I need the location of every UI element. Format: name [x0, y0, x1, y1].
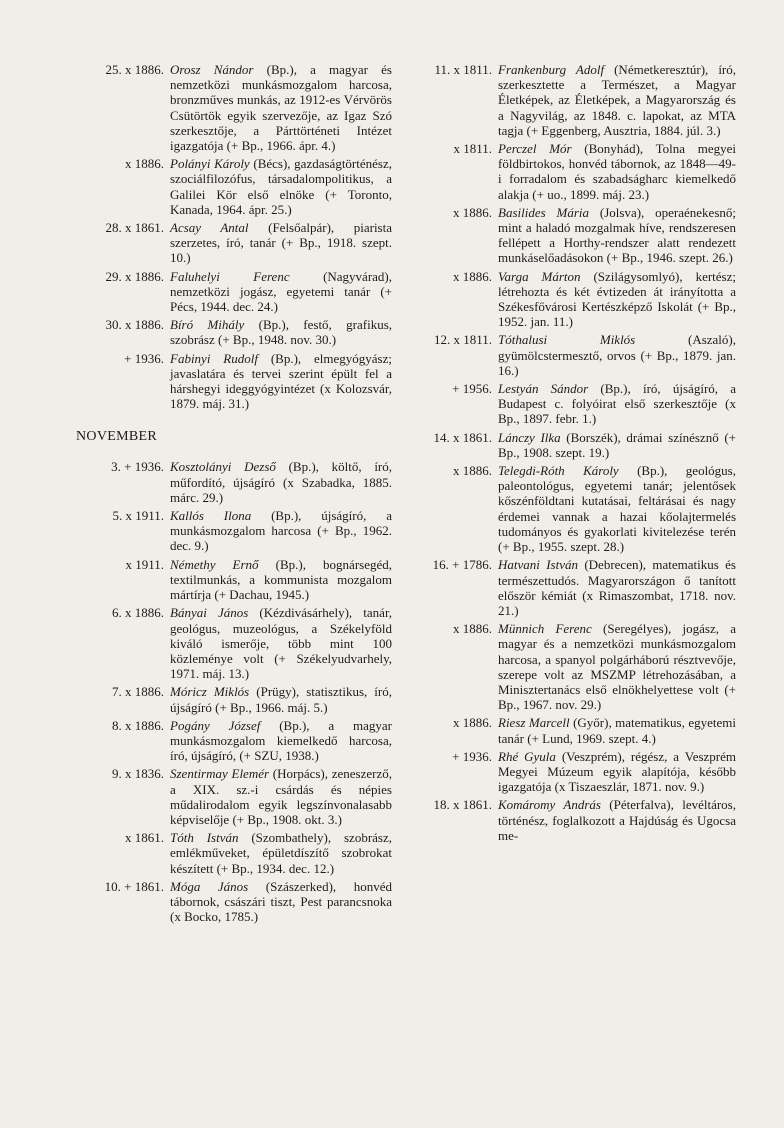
entry-body: [498, 557, 736, 618]
calendar-entry: [60, 269, 392, 315]
entry-date: 3. + 1936.: [111, 459, 164, 475]
calendar-entry: [408, 715, 736, 745]
right-column: [408, 62, 736, 846]
right-entries: [408, 62, 736, 843]
entry-body: [170, 62, 392, 153]
entry-description: (Bp.), költő, író, műfordító, újságíró (x Szabadka, 1885. márc. 29.): [170, 459, 393, 505]
calendar-entry: [408, 430, 736, 460]
calendar-entry: [60, 62, 392, 153]
person-name: Bíró Mihály: [170, 317, 245, 333]
person-name: Basilides Mária: [498, 204, 590, 220]
entry-description: (Bp.), geológus, paleontológus, egyetemi tanár; jelentősek kőszénföldtani kutatásai, feltárásai és nagy érdemei vannak a hazai kőolajtermelés tudományos és gyakorlati kivitelezése terén (+ Bp., 1955. szept. 28.): [498, 463, 736, 555]
person-name: Tóthalusi Miklós: [498, 332, 636, 348]
entry-description: (Péterfalva), levéltáros, történész, foglalkozott a Hajdúság és Ugocsa me-: [498, 797, 736, 843]
entry-description: (Bécs), gazdaságtörténész, szociálfilozófus, társadalompolitikus, a Galilei Kör első elnöke (+ Toronto, Kanada, 1964. ápr. 25.): [170, 156, 392, 217]
entry-description: (Bp.), elmegyógyász; javaslatára és tervei szerint épült fel a hárshegyi ideggyógyintézet (x Kolozsvár, 1879. máj. 31.): [170, 350, 392, 412]
calendar-entry: [60, 220, 392, 266]
entry-description: (Szilágysomlyó), kertész; létrehozta és két évtizeden át irányította a Székesfővárosi Kertészképző Iskolát (+ Bp., 1952. jan. 11.): [498, 268, 736, 330]
entry-body: [498, 381, 736, 427]
entry-description: (Bonyhád), Tolna megyei földbirtokos, honvéd tábornok, az 1848—49-i forradalom és szabadságharc kiemelkedő alakja (+ uo., 1899. máj. 23.): [498, 141, 736, 202]
entry-date: 10. + 1861.: [104, 878, 164, 894]
entry-description: (Bp.), festő, grafikus, szobrász (+ Bp., 1948. nov. 30.): [170, 317, 392, 348]
calendar-entry: [408, 463, 736, 554]
entry-body: [170, 718, 392, 764]
calendar-entry: [408, 797, 736, 843]
entry-description: (Szászerked), honvéd tábornok, császári tiszt, Pest parancsnoka (x Bocko, 1785.): [170, 878, 392, 925]
entry-body: [170, 879, 392, 925]
entry-date: 16. + 1786.: [432, 557, 492, 573]
entry-description: (Győr), matematikus, egyetemi tanár (+ Lund, 1969. szept. 4.): [498, 715, 736, 746]
calendar-entry: [60, 766, 392, 827]
calendar-entry: [60, 351, 392, 412]
entry-description: (Németkeresztúr), író, szerkesztette a Természet, a Magyar Életképek, az Életképek, a Magyarország és a Nagyvilág, az 1848. c. lapokat, az MTA tagja (+ Eggenberg, Ausztria, 1884. júl. 3.): [498, 62, 737, 138]
entry-date: 18. x 1861.: [433, 797, 492, 813]
entry-date: 8. x 1886.: [112, 717, 164, 733]
entry-description: (Horpács), zeneszerző, a XIX. sz.-i csárdás és népies műdalirodalom egyik legszínvonalasabb képviselője (+ Bp., 1908. okt. 3.): [170, 766, 392, 827]
person-name: Lánczy Ilka: [498, 429, 561, 445]
person-name: Kosztolányi Dezső: [170, 459, 276, 475]
calendar-entry: [60, 508, 392, 554]
entry-body: [170, 605, 392, 681]
calendar-entry: [408, 62, 736, 138]
calendar-entry: [60, 879, 392, 925]
person-name: Faluhelyi Ferenc: [170, 268, 290, 284]
person-name: Perczel Mór: [498, 141, 572, 157]
entry-body: [498, 430, 736, 460]
entry-date: x 1861.: [125, 830, 164, 846]
entry-body: [170, 508, 392, 554]
entry-description: (Szombathely), szobrász, emlékműveket, épületdíszítő szobrokat készített (+ Bp., 1934. dec. 12.): [170, 830, 392, 876]
entry-body: [170, 269, 392, 315]
entry-date: x 1886.: [453, 268, 492, 284]
entry-description: (Bp.), bognársegéd, textilmunkás, a kommunista mozgalom mártírja (+ Dachau, 1945.): [170, 556, 392, 603]
entry-date: 7. x 1886.: [112, 684, 164, 700]
entry-description: (Veszprém), régész, a Veszprém Megyei Múzeum egyik alapítója, később igazgatója (x Tiszaeszlár, 1871. nov. 9.): [498, 748, 736, 795]
entry-description: (Debrecen), matematikus és természettudós. Magyarországon ő tanított először kémiát (x Rimaszombat, 1718. nov. 21.): [498, 557, 736, 618]
calendar-entry: [408, 269, 736, 330]
entry-body: [170, 766, 392, 827]
entry-description: (Bp.), a magyar és nemzetközi munkásmozgalom harcosa, bronzműves munkás, az 1912-es Vérvörös Csütörtök egyik szervezője, az Igaz Szó szerkesztője, a Párttörténeti Intézet igazgatója (+ Bp., 1966. ápr. 4.): [170, 62, 392, 154]
calendar-entry: [408, 557, 736, 618]
entry-date: + 1936.: [452, 748, 492, 764]
person-name: Komáromy András: [498, 797, 601, 813]
left-column: [60, 62, 392, 927]
person-name: Lestyán Sándor: [498, 381, 589, 397]
entry-body: [498, 463, 736, 554]
entry-date: 9. x 1836.: [112, 766, 164, 782]
calendar-entry: [408, 749, 736, 795]
entry-date: 12. x 1811.: [433, 332, 492, 348]
entry-description: (Prügy), statisztikus, író, újságíró (+ Bp., 1966. máj. 5.): [170, 684, 392, 715]
entry-description: (Jolsva), operaénekesnő; mint a haladó mozgalmak híve, rendszeresen fellépett a Horthy-rendszer alatt rendezett munkáselőadásokon (+ Bp., 1946. szept. 26.): [498, 204, 736, 266]
entry-description: (Aszaló), gyümölcstermesztő, orvos (+ Bp., 1879. jan. 16.): [498, 332, 736, 378]
calendar-entry: [408, 381, 736, 427]
person-name: Tóth István: [170, 830, 239, 846]
entry-description: (Bp.), újságíró, a munkásmozgalom harcosa (+ Bp., 1962. dec. 9.): [170, 508, 392, 554]
calendar-entry: [408, 621, 736, 712]
entry-body: [498, 749, 736, 795]
person-name: Szentirmay Elemér: [170, 766, 270, 782]
entry-date: x 1811.: [453, 141, 492, 157]
person-name: Némethy Ernő: [170, 556, 259, 572]
person-name: Hatvani István: [498, 557, 578, 573]
person-name: Polányi Károly: [170, 156, 250, 172]
entry-date: 5. x 1911.: [112, 508, 164, 524]
entry-body: [170, 557, 392, 603]
entry-date: + 1956.: [452, 381, 492, 397]
entry-date: 25. x 1886.: [105, 62, 164, 77]
person-name: Acsay Antal: [170, 220, 249, 236]
calendar-entry: [60, 718, 392, 764]
entry-description: (Seregélyes), jogász, a magyar és a nemzetközi munkásmozgalom harcosa, a spanyol polgárháború résztvevője, szerepe volt az MSZMP létrehozásában, a Minisztertanács első elnökhelyettese volt (+ Bp., 1967. nov. 29.): [498, 621, 736, 713]
section-title: NOVEMBER: [76, 429, 157, 445]
person-name: Münnich Ferenc: [498, 621, 592, 637]
calendar-entry: [60, 317, 392, 347]
calendar-entry: [60, 156, 392, 217]
entry-description: (Borszék), drámai színésznő (+ Bp., 1908. szept. 19.): [498, 429, 736, 460]
entry-body: [170, 156, 392, 217]
entry-body: [498, 269, 736, 330]
entry-body: [170, 351, 392, 412]
calendar-entry: [60, 830, 392, 876]
calendar-entry: [60, 459, 392, 505]
person-name: Pogány József: [170, 717, 261, 733]
entry-date: 6. x 1886.: [112, 605, 164, 621]
entry-body: [498, 621, 736, 712]
left-entries-after: [60, 459, 392, 924]
entry-description: (Bp.), a magyar munkásmozgalom kiemelkedő harcosa, író, újságíró, (+ SZU, 1938.): [170, 717, 392, 764]
entry-date: x 1886.: [453, 621, 492, 637]
calendar-entry: [60, 557, 392, 603]
calendar-entry: [60, 684, 392, 714]
entry-body: [170, 830, 392, 876]
person-name: Kallós Ilona: [170, 508, 252, 524]
entry-date: 29. x 1886.: [105, 268, 164, 284]
entry-date: x 1886.: [453, 463, 492, 479]
calendar-entry: [408, 332, 736, 378]
left-entries-before: [60, 62, 392, 411]
entry-date: 28. x 1861.: [105, 220, 164, 236]
person-name: Móga János: [170, 878, 249, 894]
person-name: Bányai János: [170, 605, 249, 621]
entry-body: [170, 220, 392, 266]
person-name: Fabinyi Rudolf: [170, 350, 258, 366]
person-name: Orosz Nándor: [170, 62, 254, 77]
entry-date: x 1886.: [453, 204, 492, 220]
entry-body: [498, 715, 736, 745]
entry-date: 14. x 1861.: [433, 429, 492, 445]
entry-date: + 1936.: [124, 350, 164, 366]
entry-date: x 1911.: [125, 556, 164, 572]
entry-body: [170, 317, 392, 347]
entry-description: (Felsőalpár), piarista szerzetes, író, tanár (+ Bp., 1918. szept. 10.): [170, 220, 392, 266]
entry-body: [498, 141, 736, 202]
entry-body: [170, 684, 392, 714]
calendar-entry: [408, 141, 736, 202]
person-name: Rhé Gyula: [498, 748, 556, 764]
person-name: Móricz Miklós: [170, 684, 250, 700]
entry-body: [498, 797, 736, 843]
person-name: Varga Márton: [498, 268, 581, 284]
person-name: Frankenburg Adolf: [498, 62, 605, 77]
entry-description: (Kézdivásárhely), tanár, geológus, muzeológus, a Székelyföld kiváló ismerője, több mint 100 közleménye volt (+ Székelyudvarhely, 1971. máj. 13.): [170, 605, 392, 682]
entry-body: [170, 459, 392, 505]
entry-body: [498, 205, 736, 266]
entry-date: x 1886.: [453, 715, 492, 731]
entry-description: (Nagyvárad), nemzetközi jogász, egyetemi tanár (+ Pécs, 1944. dec. 24.): [170, 268, 392, 315]
entry-description: (Bp.), író, újságíró, a Budapest c. folyóirat első szerkesztője (x Bp., 1897. febr. 1.): [498, 381, 737, 427]
calendar-entry: [408, 205, 736, 266]
entry-date: 30. x 1886.: [105, 317, 164, 333]
entry-body: [498, 332, 736, 378]
person-name: Telegdi-Róth Károly: [498, 463, 619, 479]
entry-date: 11. x 1811.: [434, 62, 492, 77]
person-name: Riesz Marcell: [498, 715, 570, 731]
calendar-entry: [60, 605, 392, 681]
entry-date: x 1886.: [125, 156, 164, 172]
entry-body: [498, 62, 736, 138]
